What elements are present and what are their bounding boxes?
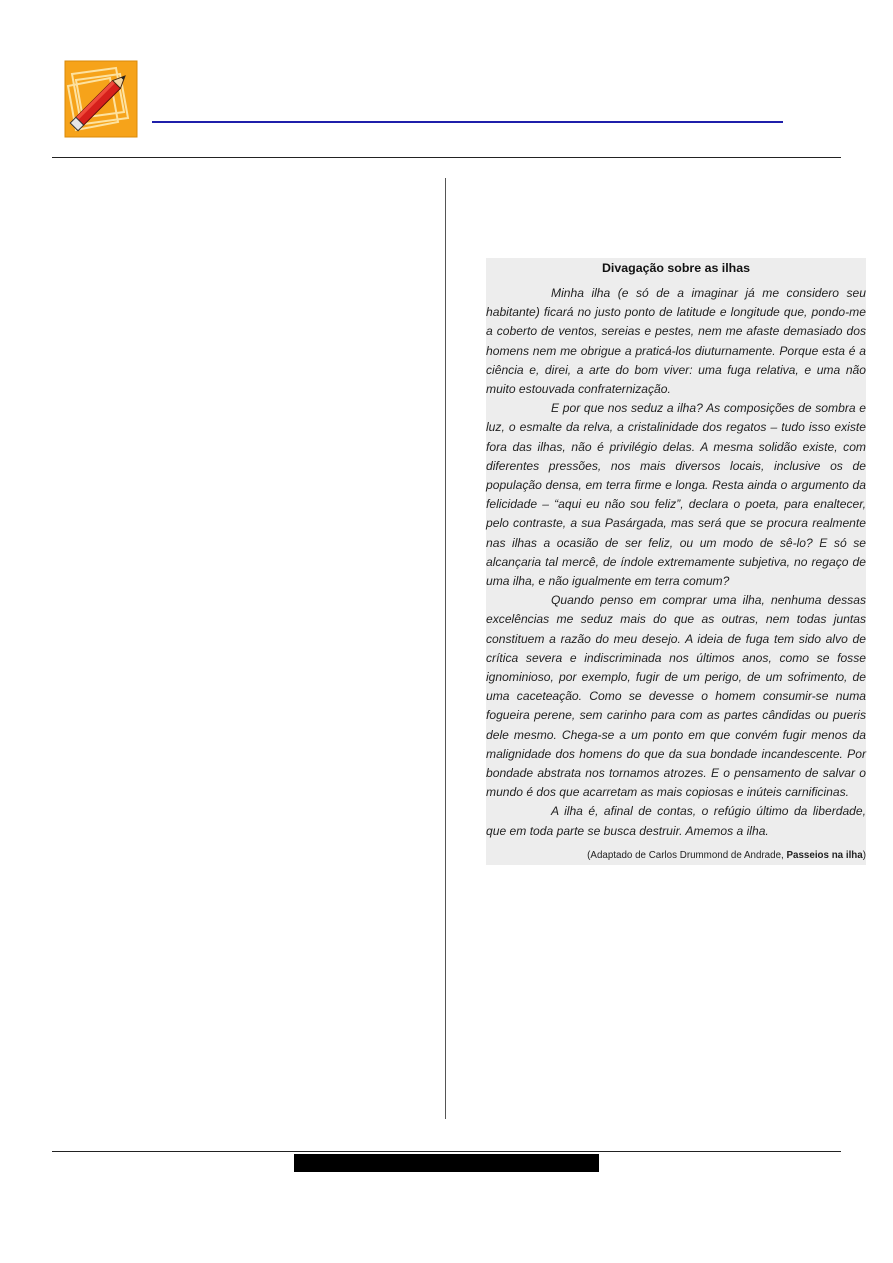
source-suffix: ) (862, 849, 866, 861)
pencil-notepad-logo-icon (64, 60, 138, 138)
top-rule (52, 157, 841, 158)
article-paragraph-2: E por que nos seduz a ilha? As composições de sombra e luz, o esmalte da relva, a cristalinidade dos regatos – tudo isso existe fora das ilhas, não é privilégio delas. A mesma solidão existe, com diferentes pressões, nos mais diversos locais, inclusive os de população densa, em terra firme e longa. Resta ainda o argumento da felicidade – “aqui eu não sou feliz”, declara o poeta, para enaltecer, pelo contraste, a sua Pasárgada, mas será que se procura realmente nas ilhas a ocasião de ser feliz, ou um modo de sê-lo? E só se alcançaria tal mercê, de índole extremamente subjetiva, no regaço de uma ilha, e não igualmente em terra comum? (486, 401, 866, 589)
article (486, 258, 866, 865)
article-source (486, 847, 866, 865)
article-paragraph-3: Quando penso em comprar uma ilha, nenhuma dessas excelências me seduz mais do que as outras, nem todas juntas constituem a razão do meu desejo. A ideia de fuga tem sido alvo de crítica severa e indiscriminada nos últimos anos, como se fosse ignominioso, por exemplo, fugir de um perigo, de um sofrimento, de uma caceteação. Como se devesse o homem consumir-se numa fogueira perene, sem carinho para com as partes cândidas ou pueris dele mesmo. Chega-se a um ponto em que convém fugir menos da malignidade dos homens do que da sua bondade incandescente. Por bondade abstrata nos tornamos atrozes. E o pensamento de salvar o mundo é dos que acarretam as mais copiosas e inúteis carnificinas. (486, 593, 866, 800)
article-title: Divagação sobre as ilhas (601, 261, 751, 275)
bottom-rule (52, 1151, 841, 1152)
column-divider (445, 178, 446, 1119)
header-underline (152, 121, 783, 123)
footer-bar (294, 1154, 599, 1172)
article-paragraph-1: Minha ilha (e só de a imaginar já me considero seu habitante) ficará no justo ponto de latitude e longitude que, pondo-me a coberto de ventos, sereias e pestes, nem me afaste demasiado dos homens nem me obrigue a praticá-los diuturnamente. Porque esta é a ciência e, direi, a arte do bom viver: uma fuga relativa, e uma não muito estouvada confraternização. (486, 286, 866, 397)
source-prefix: (Adaptado de Carlos Drummond de Andrade, (587, 849, 787, 861)
source-title: Passeios na ilha (786, 849, 863, 861)
article-paragraph-4: A ilha é, afinal de contas, o refúgio último da liberdade, que em toda parte se busca destruir. Amemos a ilha. (486, 804, 866, 838)
